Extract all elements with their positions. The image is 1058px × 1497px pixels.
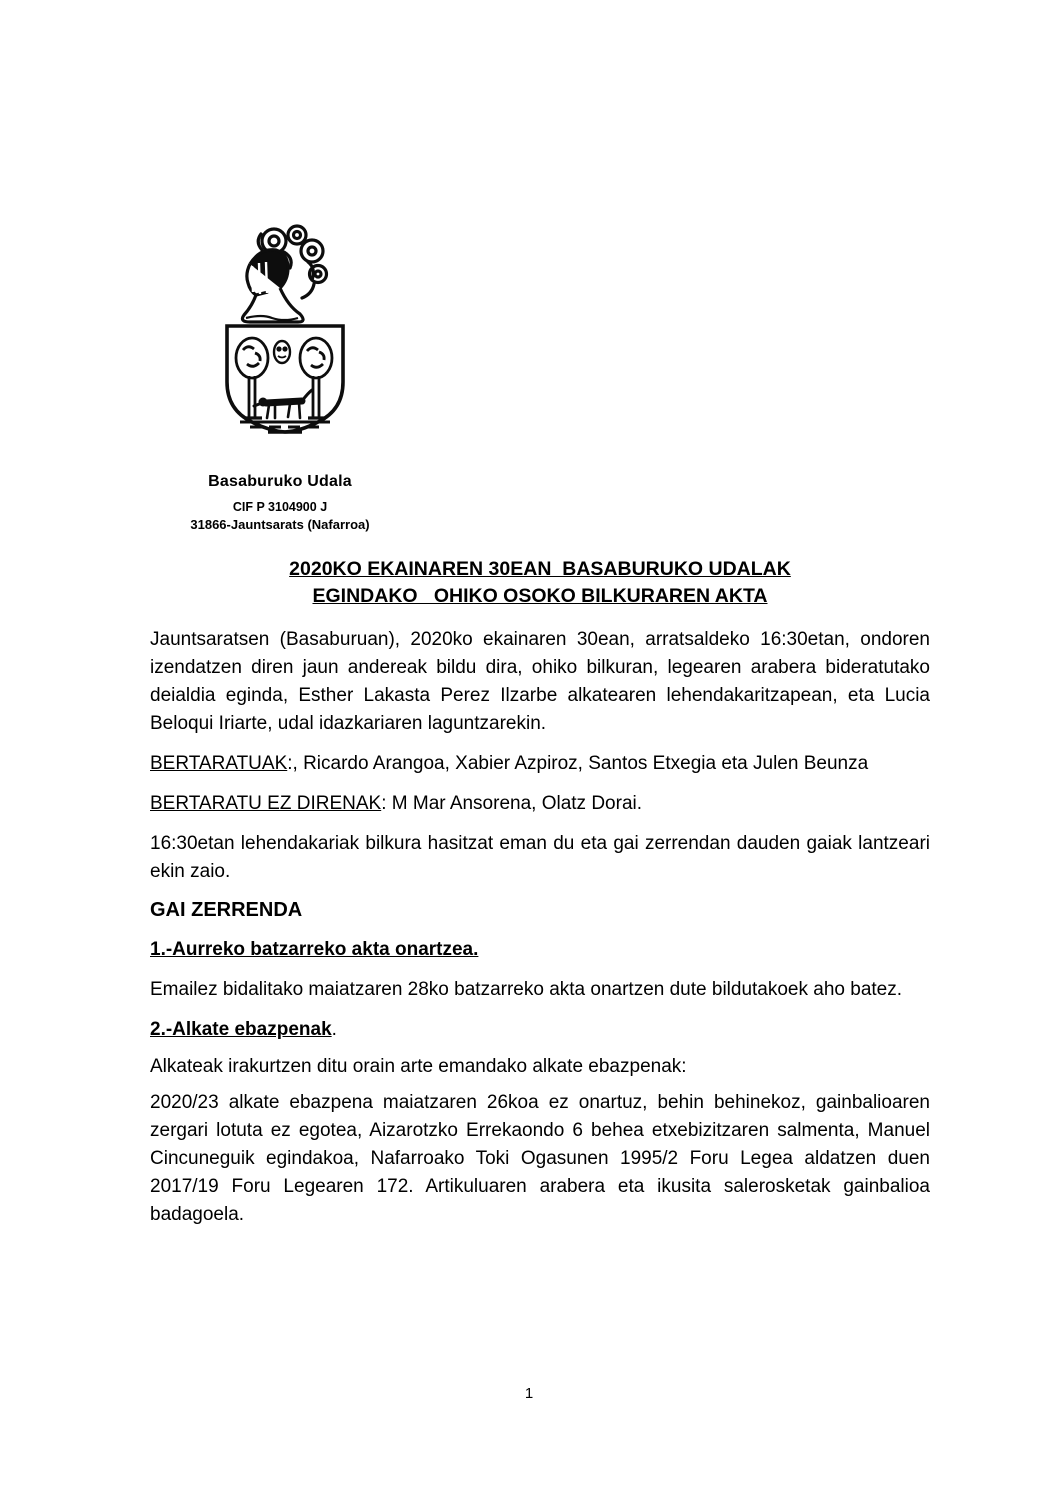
coat-of-arms-icon bbox=[222, 221, 348, 441]
absentees-label: BERTARATU EZ DIRENAK bbox=[150, 793, 382, 814]
agenda-item-2-body: 2020/23 alkate ebazpena maiatzaren 26koa ez onartuz, behin behinekoz, gainbalioaren zergari lotuta ez egotea, Aizarotzko Errekaondo 6 behea etxebizitzaren salmenta, Manuel Cincuneguik egindakoa, Nafarroako Toki Ogasunen 1995/2 Foru Legea aldatzen duen 2017/19 Foru Legearen 172. Artikuluaren arabera eta ikusita salerosketak gainbalioa badagoela. bbox=[150, 1092, 930, 1225]
agenda-item-2-heading bbox=[150, 1016, 930, 1044]
letterhead bbox=[145, 472, 415, 533]
coat-of-arms-drawing bbox=[222, 221, 348, 441]
agenda-item-1-heading-text: 1.-Aurreko batzarreko akta onartzea. bbox=[150, 939, 479, 960]
agenda-item-2-heading-text: 2.-Alkate ebazpenak bbox=[150, 1019, 332, 1040]
title-line-2: EGINDAKO OHIKO OSOKO BILKURAREN AKTA bbox=[312, 585, 768, 607]
org-cif: CIF P 3104900 J bbox=[232, 500, 328, 514]
org-name: Basaburuko Udala bbox=[208, 473, 352, 490]
paragraph-attendees bbox=[150, 750, 930, 778]
title-line-1: 2020KO EKAINAREN 30EAN BASABURUKO UDALAK bbox=[289, 558, 791, 580]
page-number: 1 bbox=[524, 1385, 534, 1402]
paragraph-intro: Jauntsaratsen (Basaburuan), 2020ko ekainaren 30ean, arratsaldeko 16:30etan, ondoren izendatzen diren jaun andereak bildu dira, ohiko bilkuran, legearen arabera bideratutako deialdia eginda, Esther Lakasta Perez Ilzarbe alkatearen lehendakaritzapean, eta Lucia Beloqui Iriarte, udal idazkariaren laguntzarekin. bbox=[150, 629, 930, 734]
attendees-text: :, Ricardo Arangoa, Xabier Azpiroz, Santos Etxegia eta Julen Beunza bbox=[287, 753, 869, 774]
paragraph-session-start: 16:30etan lehendakariak bilkura hasitzat eman du eta gai zerrendan dauden gaiak lantzeari ekin zaio. bbox=[150, 833, 930, 882]
agenda-item-2-intro: Alkateak irakurtzen ditu orain arte emandako alkate ebazpenak: bbox=[150, 1056, 687, 1077]
absentees-text: : M Mar Ansorena, Olatz Dorai. bbox=[381, 793, 643, 814]
document-title bbox=[150, 556, 930, 610]
attendees-label: BERTARATUAK bbox=[150, 753, 288, 774]
org-address: 31866-Jauntsarats (Nafarroa) bbox=[190, 517, 370, 532]
agenda-item-1-heading bbox=[150, 936, 930, 964]
document-body bbox=[150, 556, 930, 1229]
agenda-item-1-body: Emailez bidalitako maiatzaren 28ko batzarreko akta onartzen dute bildutakoek aho batez. bbox=[150, 979, 903, 1000]
agenda-heading: GAI ZERRENDA bbox=[150, 899, 303, 921]
agenda-item-2-heading-suffix: . bbox=[331, 1019, 337, 1040]
paragraph-absentees bbox=[150, 790, 930, 818]
